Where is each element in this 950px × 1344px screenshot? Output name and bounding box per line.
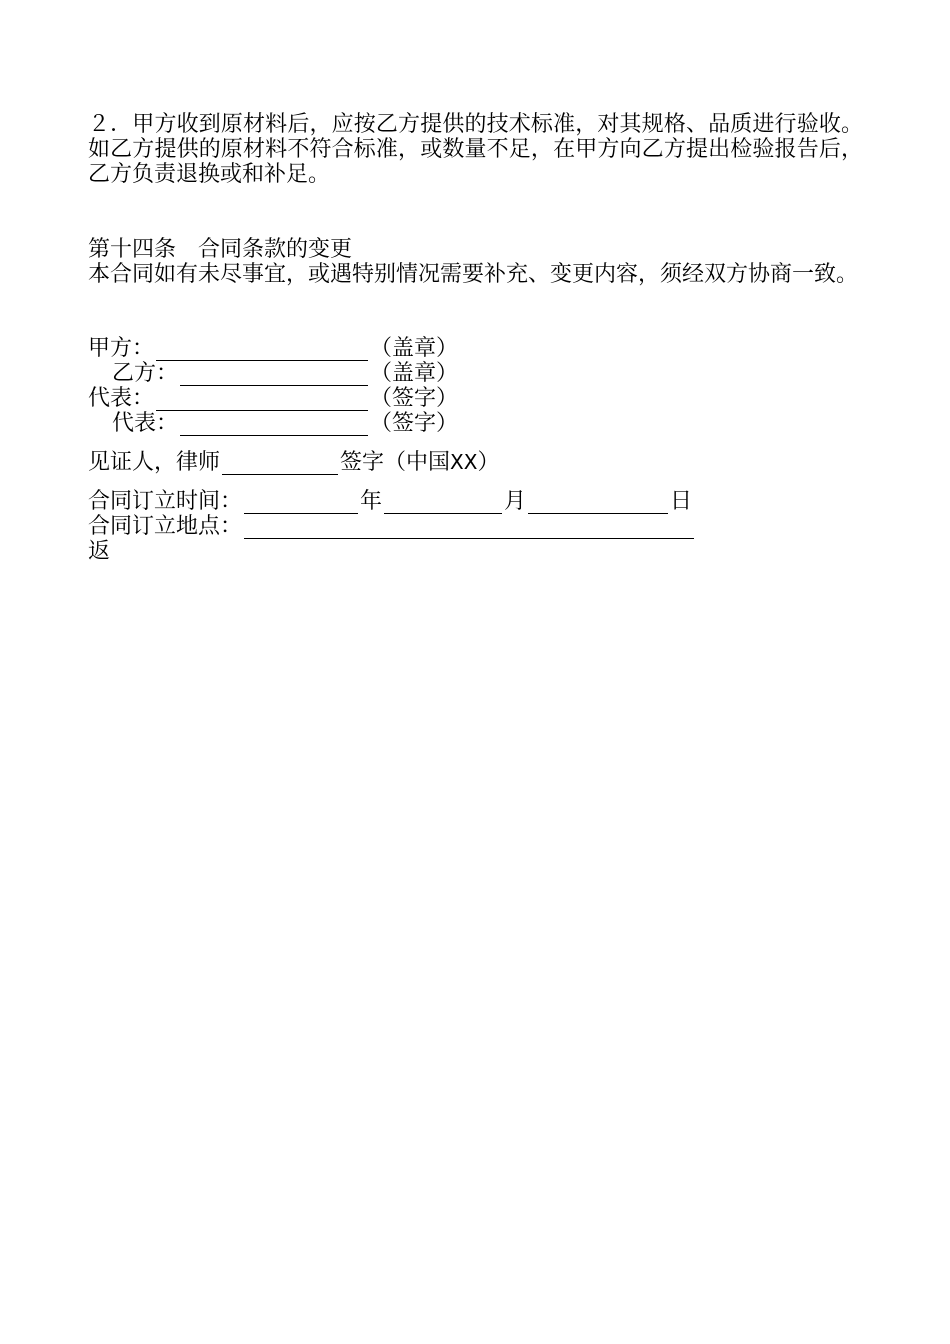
party-b-blank[interactable] (180, 365, 368, 386)
party-b-label: 乙方： (112, 361, 179, 386)
article-14-body: 本合同如有未尽事宜，或遇特别情况需要补充、变更内容，须经双方协商一致。 (88, 262, 859, 287)
witness-sign-note: 签字（中国 (340, 450, 451, 475)
rep-a-label: 代表： (88, 386, 155, 411)
contract-time-line (88, 489, 863, 514)
contract-year-blank[interactable] (244, 493, 358, 514)
rep-a-line (88, 386, 863, 411)
contract-place-label: 合同订立地点： (88, 514, 243, 539)
witness-prefix: 见证人，律师 (88, 450, 221, 475)
day-label: 日 (670, 489, 693, 514)
rep-b-blank[interactable] (180, 415, 368, 436)
signature-block (88, 336, 863, 436)
month-label: 月 (504, 489, 527, 514)
rep-b-line (88, 411, 863, 436)
party-a-line (88, 336, 863, 361)
article-14-title: 第十四条 合同条款的变更 (88, 237, 353, 262)
party-a-label: 甲方： (88, 336, 155, 361)
contract-month-blank[interactable] (384, 493, 502, 514)
party-b-line (88, 361, 863, 386)
return-link[interactable]: 返 (88, 539, 111, 564)
contract-place-blank[interactable] (244, 518, 694, 539)
party-b-seal-note: （盖章） (370, 361, 459, 386)
rep-b-label: 代表： (112, 411, 179, 436)
rep-a-sign-note: （签字） (370, 386, 459, 411)
contract-place-line (88, 514, 863, 539)
clause-2-paragraph: ２．甲方收到原材料后，应按乙方提供的技术标准，对其规格、品质进行验收。如乙方提供的原材料不符合标准，或数量不足，在甲方向乙方提出检验报告后，乙方负责退换或和补足。 (88, 112, 863, 187)
rep-b-sign-note: （签字） (370, 411, 459, 436)
witness-country-code: XX (450, 450, 478, 474)
rep-a-blank[interactable] (156, 390, 368, 411)
document-page (88, 112, 863, 564)
contract-day-blank[interactable] (528, 493, 668, 514)
witness-line (88, 450, 863, 475)
witness-close-paren: ） (477, 450, 500, 475)
contract-time-label: 合同订立时间： (88, 489, 243, 514)
party-a-blank[interactable] (156, 340, 368, 361)
year-label: 年 (360, 489, 383, 514)
party-a-seal-note: （盖章） (370, 336, 459, 361)
witness-blank[interactable] (222, 454, 338, 475)
